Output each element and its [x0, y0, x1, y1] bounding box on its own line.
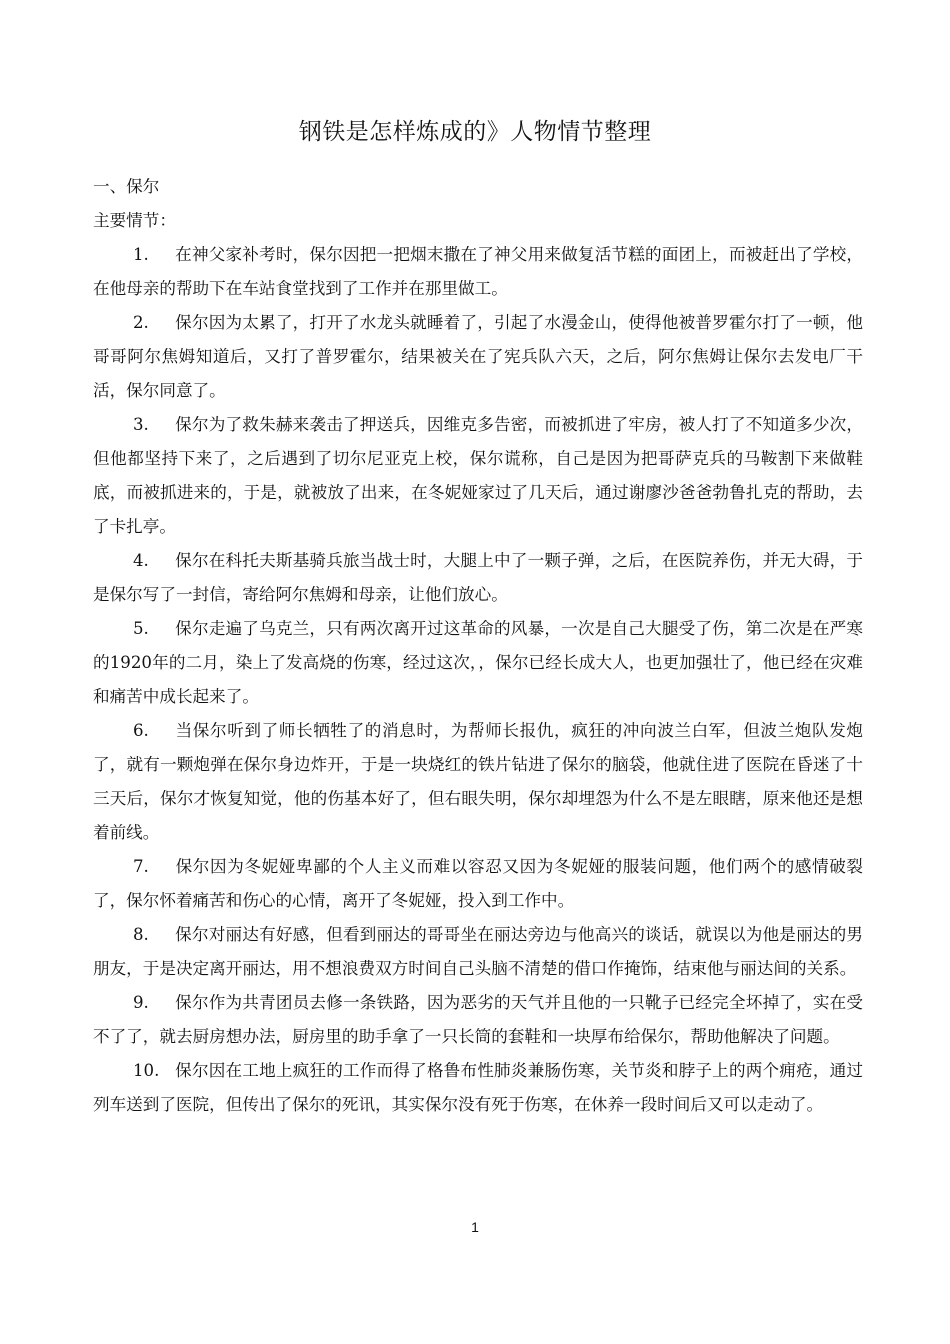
item-number: 1.: [133, 245, 149, 264]
list-item: [93, 238, 863, 306]
list-item: [93, 612, 863, 714]
item-text: 保尔因为冬妮娅卑鄙的个人主义而难以容忍又因为冬妮娅的服装问题，他们两个的感情破裂了，保尔怀着痛苦和伤心的心情，离开了冬妮娅，投入到工作中。: [93, 857, 863, 910]
list-item: [93, 306, 863, 408]
item-text: 保尔在科托夫斯基骑兵旅当战士时，大腿上中了一颗子弹，之后，在医院养伤，并无大碍，于是保尔写了一封信，寄给阿尔焦姆和母亲，让他们放心。: [93, 551, 863, 604]
item-text: 保尔走遍了乌克兰，只有两次离开过这革命的风暴，一次是自己大腿受了伤，第二次是在严寒的1920年的二月，染上了发高烧的伤寒，经过这次，，保尔已经长成大人，也更加强壮了，他已经在灾难和痛苦中成长起来了。: [93, 619, 863, 706]
item-text: 保尔因在工地上疯狂的工作而得了格鲁布性肺炎兼肠伤寒，关节炎和脖子上的两个痈疮，通过列车送到了医院，但传出了保尔的死讯，其实保尔没有死于伤寒，在休养一段时间后又可以走动了。: [93, 1061, 863, 1114]
item-number: 7.: [133, 857, 149, 876]
list-item: [93, 986, 863, 1054]
item-text: 在神父家补考时，保尔因把一把烟末撒在了神父用来做复活节糕的面团上，而被赶出了学校，在他母亲的帮助下在车站食堂找到了工作并在那里做工。: [93, 245, 863, 298]
item-text: 保尔对丽达有好感，但看到丽达的哥哥坐在丽达旁边与他高兴的谈话，就误以为他是丽达的男朋友，于是决定离开丽达，用不想浪费双方时间自己头脑不清楚的借口作掩饰，结束他与丽达间的关系。: [93, 925, 863, 978]
list-item: [93, 850, 863, 918]
item-number: 9.: [133, 993, 149, 1012]
item-number: 8.: [133, 925, 149, 944]
item-number: 2.: [133, 313, 149, 332]
item-text: 当保尔听到了师长牺牲了的消息时，为帮师长报仇，疯狂的冲向波兰白军，但波兰炮队发炮了，就有一颗炮弹在保尔身边炸开，于是一块烧红的铁片钻进了保尔的脑袋，他就住进了医院在昏迷了十三天后，保尔才恢复知觉，他的伤基本好了，但右眼失明，保尔却埋怨为什么不是左眼瞎，原来他还是想着前线。: [93, 721, 863, 842]
page-number: 1: [471, 1219, 479, 1235]
item-number: 10.: [133, 1061, 160, 1080]
list-item: [93, 544, 863, 612]
list-item: [93, 714, 863, 850]
plot-list: [93, 238, 863, 1122]
section-heading: 一、保尔: [93, 177, 160, 196]
document-body: [93, 170, 863, 1122]
list-item: [93, 408, 863, 544]
item-number: 4.: [133, 551, 149, 570]
list-item: [93, 918, 863, 986]
item-text: 保尔作为共青团员去修一条铁路，因为恶劣的天气并且他的一只靴子已经完全坏掉了，实在受不了了，就去厨房想办法，厨房里的助手拿了一只长筒的套鞋和一块厚布给保尔，帮助他解决了问题。: [93, 993, 863, 1046]
item-text: 保尔为了救朱赫来袭击了押送兵，因维克多告密，而被抓进了牢房，被人打了不知道多少次，但他都坚持下来了，之后遇到了切尔尼亚克上校，保尔谎称，自己是因为把哥萨克兵的马鞍割下来做鞋底，而被抓进来的，于是，就被放了出来，在冬妮娅家过了几天后，通过谢廖沙爸爸勃鲁扎克的帮助，去了卡扎亭。: [93, 415, 863, 536]
item-text: 保尔因为太累了，打开了水龙头就睡着了，引起了水漫金山，使得他被普罗霍尔打了一顿，他哥哥阿尔焦姆知道后，又打了普罗霍尔，结果被关在了宪兵队六天，之后，阿尔焦姆让保尔去发电厂干活，保尔同意了。: [93, 313, 863, 400]
subheading: 主要情节：: [93, 211, 176, 230]
document-title: 钢铁是怎样炼成的》人物情节整理: [298, 119, 652, 145]
item-number: 6.: [133, 721, 149, 740]
list-item: [93, 1054, 863, 1122]
item-number: 3.: [133, 415, 149, 434]
item-number: 5.: [133, 619, 149, 638]
